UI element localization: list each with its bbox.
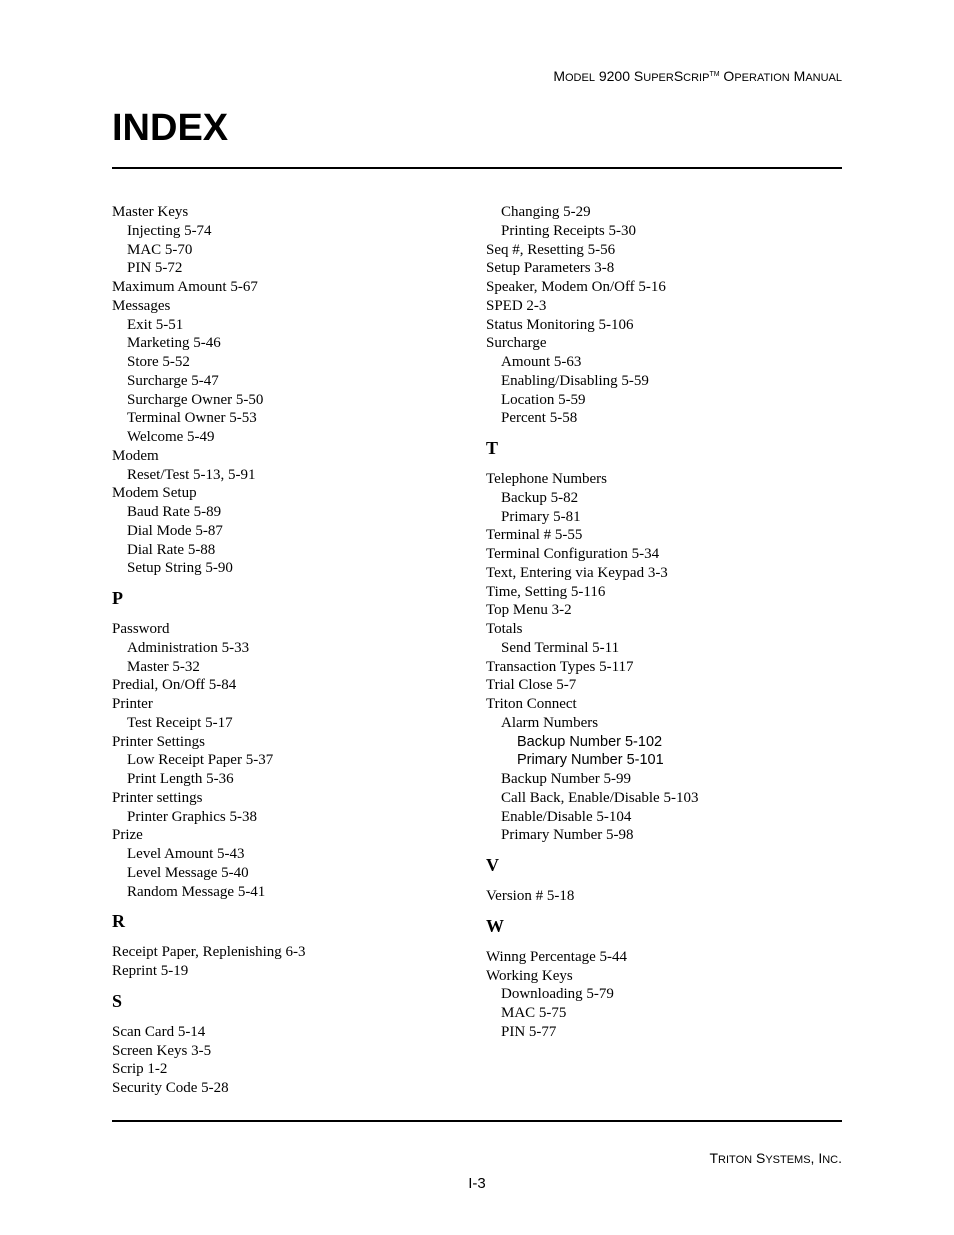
index-subentry: Downloading 5-79 bbox=[501, 986, 614, 1003]
index-subentry: MAC 5-70 bbox=[127, 241, 193, 258]
index-entry: Terminal # 5-55 bbox=[486, 527, 583, 544]
index-subentry: Surcharge 5-47 bbox=[127, 372, 219, 389]
index-entry: Trial Close 5-7 bbox=[486, 677, 577, 694]
index-entry: Seq #, Resetting 5-56 bbox=[486, 241, 616, 258]
index-entry: Maximum Amount 5-67 bbox=[112, 279, 258, 295]
index-subentry: Master 5-32 bbox=[127, 658, 200, 675]
index-entry: Scrip 1-2 bbox=[112, 1061, 168, 1078]
index-subentry: Store 5-52 bbox=[127, 354, 190, 370]
index-subentry: Enabling/Disabling 5-59 bbox=[501, 372, 649, 389]
index-entry: Printer Settings bbox=[112, 733, 205, 750]
header-text: S bbox=[633, 68, 644, 84]
index-entry: Password bbox=[112, 621, 170, 637]
index-subentry: Backup Number 5-99 bbox=[501, 771, 631, 787]
index-subentry: Location 5-59 bbox=[501, 391, 586, 408]
index-entry: Setup Parameters 3-8 bbox=[486, 260, 615, 277]
index-subentry: Reset/Test 5-13, 5-91 bbox=[127, 466, 256, 483]
index-letter-heading: P bbox=[112, 588, 123, 608]
index-entry: Prize bbox=[112, 827, 143, 844]
index-entry: Printer bbox=[112, 696, 153, 712]
index-entry: Working Keys bbox=[486, 967, 573, 984]
index-subentry: Primary 5-81 bbox=[501, 508, 581, 525]
index-subentry: Primary Number 5-98 bbox=[501, 827, 634, 844]
header-text: PERATION bbox=[734, 72, 790, 84]
index-entry: Speaker, Modem On/Off 5-16 bbox=[486, 279, 666, 295]
index-subentry: Baud Rate 5-89 bbox=[127, 504, 222, 520]
index-subentry: MAC 5-75 bbox=[501, 1005, 567, 1021]
index-subentry: Percent 5-58 bbox=[501, 410, 578, 427]
header-text: O bbox=[719, 68, 735, 84]
index-subentry: Injecting 5-74 bbox=[127, 222, 212, 239]
footer-text: I bbox=[818, 1150, 823, 1166]
publisher-footer bbox=[709, 1150, 842, 1166]
index-entry: Version # 5-18 bbox=[486, 888, 575, 904]
index-entry: Scan Card 5-14 bbox=[112, 1023, 206, 1040]
index-entry: Security Code 5-28 bbox=[112, 1080, 229, 1096]
index-subentry: Send Terminal 5-11 bbox=[501, 639, 620, 656]
index-subentry: PIN 5-77 bbox=[501, 1023, 557, 1040]
index-letter-heading: T bbox=[486, 438, 499, 458]
index-entry: Master Keys bbox=[112, 204, 189, 220]
index-subentry: Setup String 5-90 bbox=[127, 560, 233, 577]
index-subentry: Enable/Disable 5-104 bbox=[501, 808, 632, 825]
index-subentry: Low Receipt Paper 5-37 bbox=[127, 752, 274, 769]
index-subentry: Terminal Owner 5-53 bbox=[127, 410, 257, 427]
header-text: M bbox=[553, 68, 565, 84]
index-entry: Telephone Numbers bbox=[486, 471, 607, 487]
index-entry: Status Monitoring 5-106 bbox=[486, 316, 634, 333]
index-subentry: PIN 5-72 bbox=[127, 260, 183, 277]
index-entry: Surcharge bbox=[486, 335, 547, 352]
footer-text: . bbox=[838, 1150, 842, 1166]
index-subentry: Administration 5-33 bbox=[127, 639, 250, 656]
footer-text: YSTEMS bbox=[765, 1154, 811, 1166]
index-letter-heading: R bbox=[112, 911, 125, 932]
index-subentry: Print Length 5-36 bbox=[127, 771, 234, 787]
index-entry: Reprint 5-19 bbox=[112, 963, 189, 979]
bottom-rule bbox=[112, 1120, 842, 1122]
index-subentry: Printing Receipts 5-30 bbox=[501, 222, 636, 239]
header-text: ANUAL bbox=[805, 72, 842, 84]
header-text: 9200 bbox=[594, 68, 634, 84]
header-text: M bbox=[789, 68, 806, 84]
index-entry: Messages bbox=[112, 297, 171, 314]
top-rule bbox=[112, 167, 842, 169]
index-subentry: Marketing 5-46 bbox=[127, 335, 221, 352]
index-entry: Modem bbox=[112, 447, 159, 464]
footer-text: , bbox=[810, 1150, 819, 1166]
index-letter-heading: W bbox=[486, 915, 504, 936]
header-text: UPER bbox=[643, 72, 674, 84]
index-entry: Time, Setting 5-116 bbox=[486, 583, 606, 600]
index-subentry: Dial Mode 5-87 bbox=[127, 522, 223, 539]
index-subentry: Random Message 5-41 bbox=[127, 883, 266, 900]
index-entry: Totals bbox=[486, 621, 523, 637]
footer-text: RITON bbox=[718, 1154, 753, 1166]
index-letter-heading: S bbox=[112, 990, 123, 1011]
index-entry: Modem Setup bbox=[112, 485, 197, 502]
index-subentry: Printer Graphics 5-38 bbox=[127, 808, 257, 825]
index-subentry: Primary Number 5-101 bbox=[517, 752, 664, 769]
trademark-mark: TM bbox=[709, 71, 720, 78]
index-subentry: Welcome 5-49 bbox=[127, 429, 215, 445]
index-letter-heading: V bbox=[486, 855, 499, 875]
index-entry: Predial, On/Off 5-84 bbox=[112, 677, 237, 694]
footer-text: S bbox=[752, 1150, 766, 1166]
running-header bbox=[553, 68, 842, 84]
index-subentry: Backup 5-82 bbox=[501, 489, 579, 506]
index-entry: Screen Keys 3-5 bbox=[112, 1042, 212, 1059]
index-entry: Transaction Types 5-117 bbox=[486, 658, 634, 675]
index-entry: Printer settings bbox=[112, 789, 203, 806]
header-text: CRIP bbox=[683, 72, 710, 84]
index-subentry: Alarm Numbers bbox=[501, 714, 599, 731]
index-subentry: Backup Number 5-102 bbox=[517, 733, 663, 750]
index-column-left bbox=[112, 203, 472, 1098]
index-entry: SPED 2-3 bbox=[486, 297, 547, 314]
index-entry: Winng Percentage 5-44 bbox=[486, 948, 628, 965]
index-entry: Terminal Configuration 5-34 bbox=[486, 546, 660, 562]
index-subentry: Call Back, Enable/Disable 5-103 bbox=[501, 789, 699, 806]
index-entry: Receipt Paper, Replenishing 6-3 bbox=[112, 944, 306, 961]
index-subentry: Surcharge Owner 5-50 bbox=[127, 391, 264, 408]
header-text: ODEL bbox=[565, 72, 595, 84]
index-column-right bbox=[486, 203, 846, 1042]
index-subentry: Dial Rate 5-88 bbox=[127, 541, 216, 558]
index-subentry: Level Message 5-40 bbox=[127, 864, 249, 881]
index-entry: Triton Connect bbox=[486, 696, 577, 712]
page-title: INDEX bbox=[112, 107, 229, 149]
page-number: I-3 bbox=[468, 1175, 486, 1192]
index-subentry: Amount 5-63 bbox=[501, 354, 582, 370]
footer-text: NC bbox=[822, 1154, 839, 1166]
index-subentry: Test Receipt 5-17 bbox=[127, 714, 233, 731]
index-subentry: Changing 5-29 bbox=[501, 204, 591, 220]
footer-text: T bbox=[709, 1150, 719, 1166]
header-text: S bbox=[673, 68, 684, 84]
index-subentry: Level Amount 5-43 bbox=[127, 846, 245, 862]
index-entry: Text, Entering via Keypad 3-3 bbox=[486, 564, 668, 581]
index-entry: Top Menu 3-2 bbox=[486, 602, 572, 619]
index-subentry: Exit 5-51 bbox=[127, 316, 184, 333]
